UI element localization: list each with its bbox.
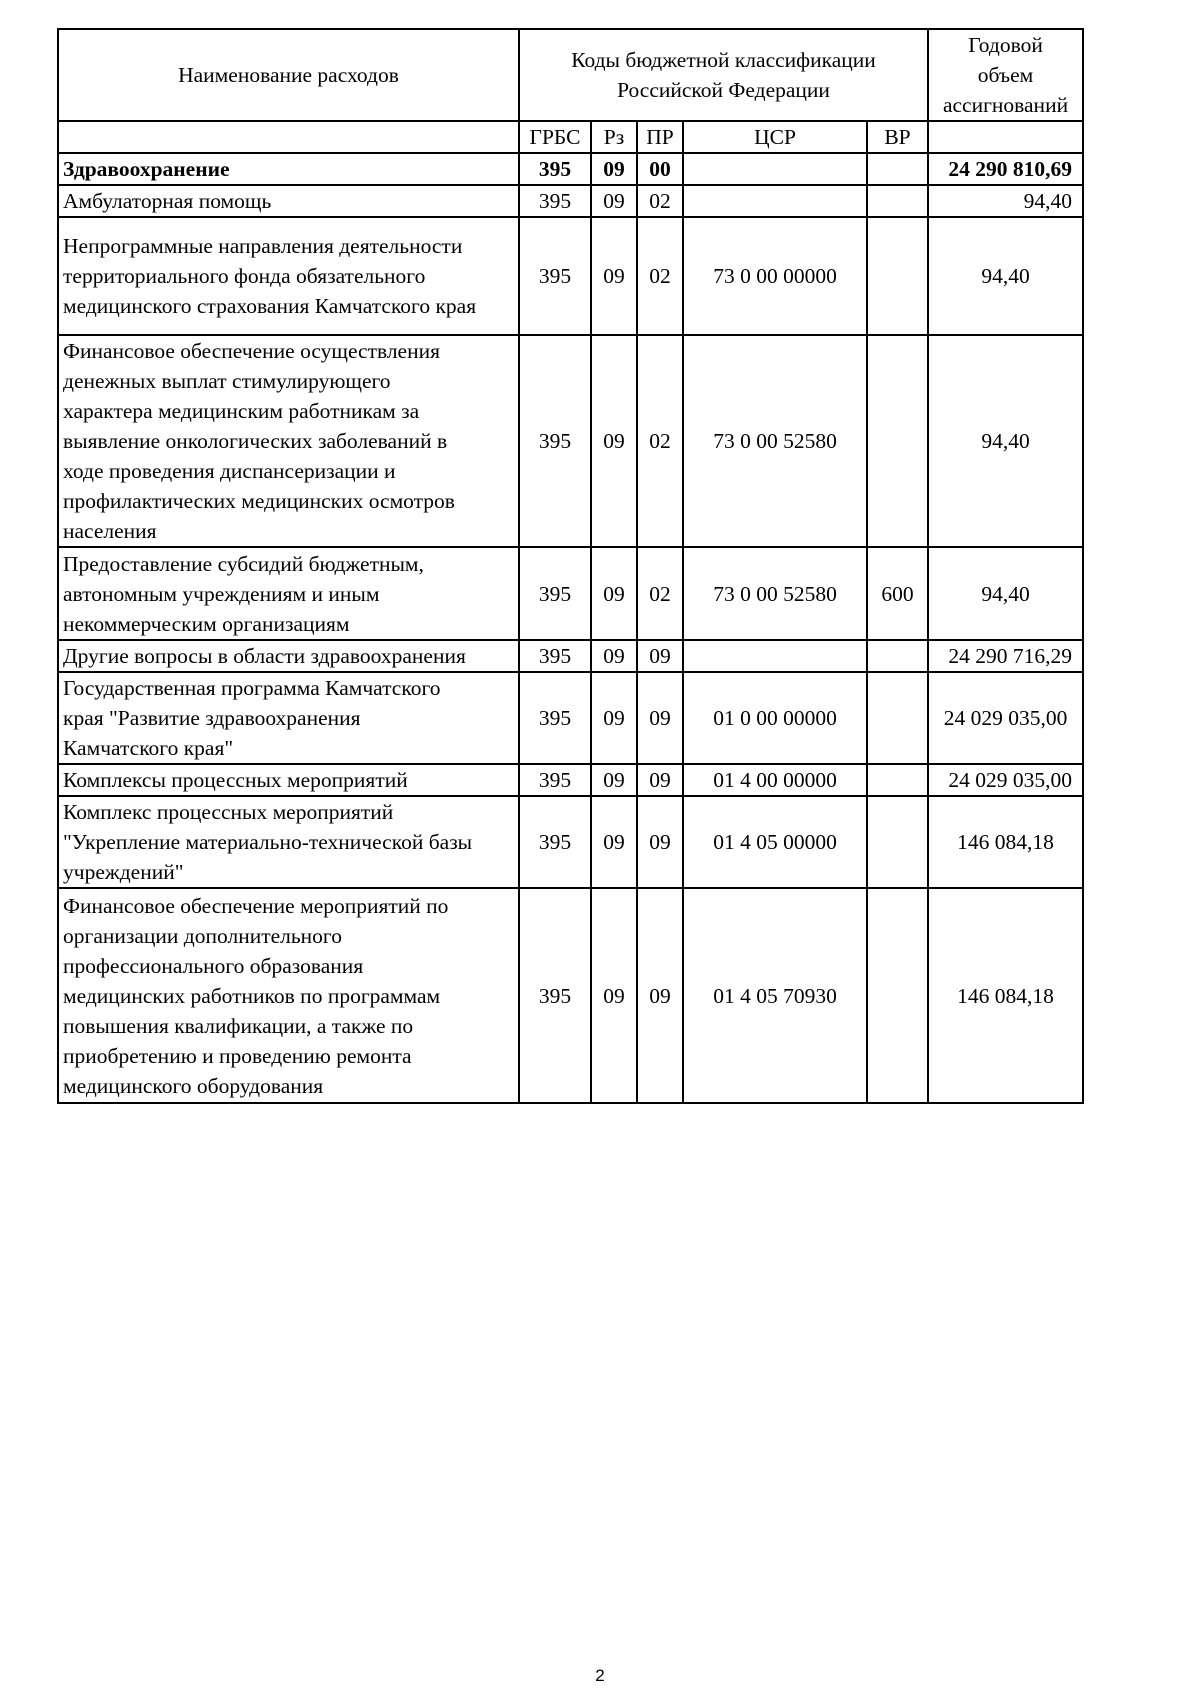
row-csr bbox=[683, 185, 867, 217]
row-name-line: Непрограммные направления деятельности bbox=[63, 234, 463, 258]
row-vr bbox=[867, 764, 928, 796]
row-rz: 09 bbox=[591, 217, 637, 335]
header-codes bbox=[519, 29, 928, 121]
row-amount: 146 084,18 bbox=[928, 888, 1083, 1103]
row-name bbox=[58, 888, 519, 1103]
header-name-empty bbox=[58, 121, 519, 153]
row-pr: 02 bbox=[637, 547, 683, 640]
row-name-line: медицинского страхования Камчатского края bbox=[63, 294, 477, 318]
row-pr: 09 bbox=[637, 888, 683, 1103]
row-grbs: 395 bbox=[519, 185, 591, 217]
row-name bbox=[58, 335, 519, 547]
row-pr: 02 bbox=[637, 185, 683, 217]
row-amount: 24 029 035,00 bbox=[928, 672, 1083, 764]
row-amount: 24 290 716,29 bbox=[928, 640, 1083, 672]
row-name-line: автономным учреждениям и иным bbox=[63, 581, 380, 606]
row-rz: 09 bbox=[591, 640, 637, 672]
row-name bbox=[58, 672, 519, 764]
header-amount-line1: Годовой bbox=[968, 33, 1043, 57]
row-pr: 09 bbox=[637, 640, 683, 672]
row-name-line: характера медицинским работникам за bbox=[63, 399, 420, 423]
header-amount-line2: объем bbox=[977, 63, 1034, 87]
row-amount: 94,40 bbox=[928, 547, 1083, 640]
row-pr: 09 bbox=[637, 796, 683, 888]
row-name-line: Государственная программа Камчатского bbox=[63, 676, 441, 700]
row-name bbox=[58, 547, 519, 640]
row-amount: 94,40 bbox=[928, 185, 1083, 217]
row-grbs: 395 bbox=[519, 764, 591, 796]
row-name-line: Предоставление субсидий бюджетным, bbox=[63, 551, 424, 576]
row-csr: 73 0 00 52580 bbox=[683, 547, 867, 640]
row-rz: 09 bbox=[591, 185, 637, 217]
row-grbs: 395 bbox=[519, 888, 591, 1103]
row-name-line: профилактических медицинских осмотров bbox=[63, 489, 455, 513]
row-grbs: 395 bbox=[519, 796, 591, 888]
row-csr bbox=[683, 153, 867, 185]
row-amount: 94,40 bbox=[928, 217, 1083, 335]
row-name-line: населения bbox=[63, 519, 157, 543]
row-name-line: выявление онкологических заболеваний в bbox=[63, 429, 448, 453]
row-name-line: некоммерческим организациям bbox=[63, 611, 350, 636]
row-name-line: денежных выплат стимулирующего bbox=[63, 369, 391, 393]
header-row-codes bbox=[58, 121, 1083, 153]
row-rz: 09 bbox=[591, 153, 637, 185]
row-rz: 09 bbox=[591, 888, 637, 1103]
table-row bbox=[58, 335, 1083, 547]
header-pr: ПР bbox=[637, 121, 683, 153]
row-vr bbox=[867, 640, 928, 672]
budget-table bbox=[57, 28, 1084, 1104]
row-grbs: 395 bbox=[519, 217, 591, 335]
row-name-line: Финансовое обеспечение мероприятий по bbox=[63, 893, 449, 918]
row-amount: 24 029 035,00 bbox=[928, 764, 1083, 796]
row-rz: 09 bbox=[591, 764, 637, 796]
row-csr: 01 4 05 00000 bbox=[683, 796, 867, 888]
row-amount: 94,40 bbox=[928, 335, 1083, 547]
row-amount: 146 084,18 bbox=[928, 796, 1083, 888]
row-name bbox=[58, 185, 519, 217]
row-grbs: 395 bbox=[519, 640, 591, 672]
row-vr: 600 bbox=[867, 547, 928, 640]
row-pr: 02 bbox=[637, 217, 683, 335]
header-codes-line2: Российской Федерации bbox=[617, 78, 830, 102]
row-name-line: Другие вопросы в области здравоохранения bbox=[63, 644, 466, 668]
header-name: Наименование расходов bbox=[58, 29, 519, 121]
row-name-line: приобретению и проведению ремонта bbox=[63, 1043, 412, 1068]
table-row bbox=[58, 547, 1083, 640]
page-number: 2 bbox=[595, 1666, 605, 1685]
table-row bbox=[58, 640, 1083, 672]
row-name-line: края "Развитие здравоохранения bbox=[63, 706, 361, 730]
row-name-line: ходе проведения диспансеризации и bbox=[63, 459, 396, 483]
table-row bbox=[58, 796, 1083, 888]
row-name-line: Комплексы процессных мероприятий bbox=[63, 768, 408, 792]
table-row bbox=[58, 185, 1083, 217]
header-amount-line3: ассигнований bbox=[942, 93, 1069, 117]
row-name bbox=[58, 153, 519, 185]
row-name-line: Камчатского края" bbox=[63, 736, 234, 760]
row-grbs: 395 bbox=[519, 153, 591, 185]
row-csr: 73 0 00 52580 bbox=[683, 335, 867, 547]
row-name-line: профессионального образования bbox=[63, 953, 364, 978]
row-grbs: 395 bbox=[519, 335, 591, 547]
row-pr: 09 bbox=[637, 764, 683, 796]
table-row bbox=[58, 764, 1083, 796]
row-name bbox=[58, 217, 519, 335]
row-name bbox=[58, 796, 519, 888]
header-amount-empty bbox=[928, 121, 1083, 153]
row-name-line: Здравоохранение bbox=[63, 157, 230, 181]
row-name bbox=[58, 640, 519, 672]
row-vr bbox=[867, 153, 928, 185]
row-pr: 00 bbox=[637, 153, 683, 185]
row-name-line: учреждений" bbox=[63, 860, 184, 884]
row-name-line: медицинских работников по программам bbox=[63, 983, 441, 1008]
table-row bbox=[58, 672, 1083, 764]
row-csr: 01 0 00 00000 bbox=[683, 672, 867, 764]
row-rz: 09 bbox=[591, 672, 637, 764]
header-codes-line1: Коды бюджетной классификации bbox=[571, 48, 876, 72]
header-grbs: ГРБС bbox=[519, 121, 591, 153]
row-name-line: Комплекс процессных мероприятий bbox=[63, 800, 394, 824]
row-rz: 09 bbox=[591, 335, 637, 547]
row-rz: 09 bbox=[591, 547, 637, 640]
row-name-line: Финансовое обеспечение осуществления bbox=[63, 339, 441, 363]
header-csr: ЦСР bbox=[683, 121, 867, 153]
row-name-line: организации дополнительного bbox=[63, 923, 342, 948]
row-vr bbox=[867, 185, 928, 217]
row-vr bbox=[867, 796, 928, 888]
row-vr bbox=[867, 335, 928, 547]
row-name-line: медицинского оборудования bbox=[63, 1073, 324, 1098]
row-rz: 09 bbox=[591, 796, 637, 888]
row-amount: 24 290 810,69 bbox=[928, 153, 1083, 185]
header-row-main bbox=[58, 29, 1083, 121]
row-name-line: территориального фонда обязательного bbox=[63, 264, 426, 288]
row-grbs: 395 bbox=[519, 547, 591, 640]
row-name-line: повышения квалификации, а также по bbox=[63, 1013, 414, 1038]
row-vr bbox=[867, 888, 928, 1103]
row-name bbox=[58, 764, 519, 796]
row-csr: 01 4 05 70930 bbox=[683, 888, 867, 1103]
row-vr bbox=[867, 672, 928, 764]
header-rz: Рз bbox=[591, 121, 637, 153]
row-vr bbox=[867, 217, 928, 335]
row-name-line: Амбулаторная помощь bbox=[63, 189, 272, 213]
row-pr: 09 bbox=[637, 672, 683, 764]
table-row bbox=[58, 153, 1083, 185]
row-csr: 01 4 00 00000 bbox=[683, 764, 867, 796]
header-amount bbox=[928, 29, 1083, 121]
row-name-line: "Укрепление материально-технической базы bbox=[63, 830, 473, 854]
row-csr bbox=[683, 640, 867, 672]
header-vr: ВР bbox=[867, 121, 928, 153]
row-grbs: 395 bbox=[519, 672, 591, 764]
row-csr: 73 0 00 00000 bbox=[683, 217, 867, 335]
table-row bbox=[58, 888, 1083, 1103]
row-pr: 02 bbox=[637, 335, 683, 547]
table-row bbox=[58, 217, 1083, 335]
